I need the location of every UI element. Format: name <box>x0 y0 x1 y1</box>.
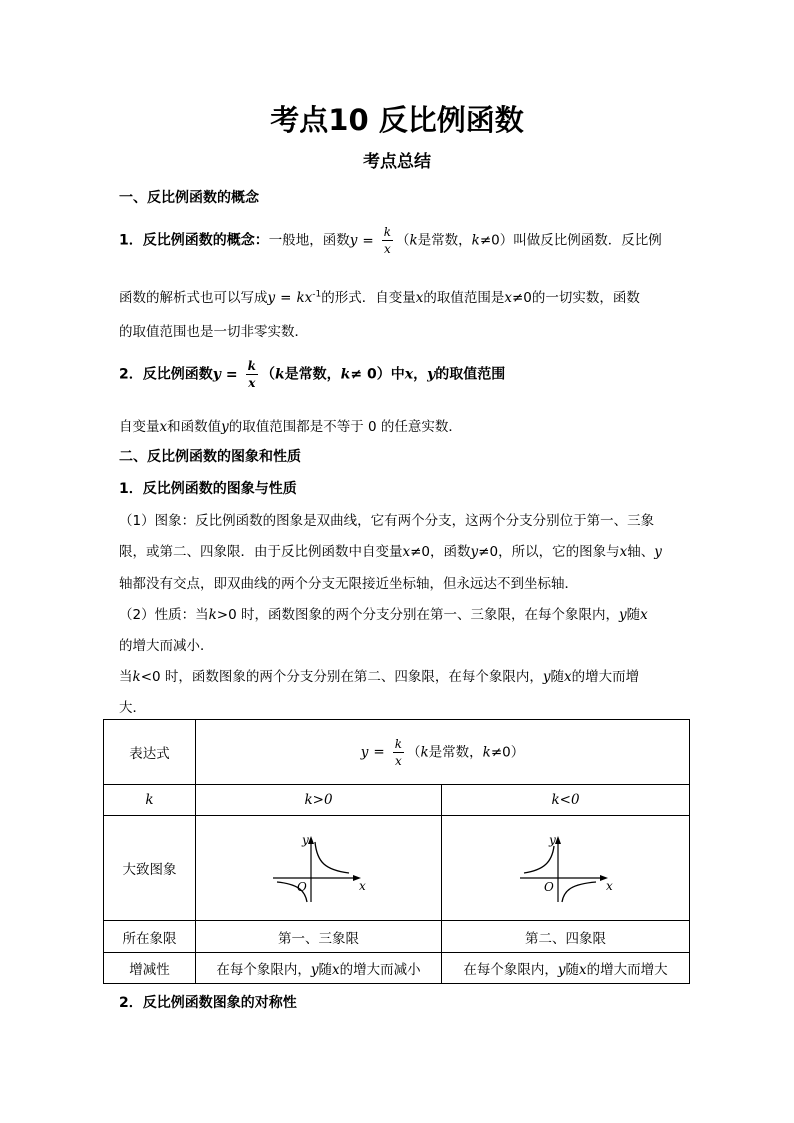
text: ≠ 0）中 <box>350 366 405 383</box>
table-cell-expression <box>196 720 690 785</box>
text: 随 <box>626 607 641 623</box>
text: 是常数， <box>428 744 483 760</box>
text: ≠0，函数 <box>410 544 471 560</box>
var: k <box>420 744 429 760</box>
x-axis-label: x <box>358 879 366 893</box>
text: 一般地，函数 <box>268 232 350 249</box>
table-cell-graph-positive <box>196 816 442 921</box>
property-para-line4: 大． <box>119 700 146 716</box>
text: 轴、 <box>627 544 655 560</box>
section-heading-graph: 二、反比例函数的图象和性质 <box>119 449 301 465</box>
table-row <box>104 953 690 984</box>
text: 自变量 <box>119 419 160 435</box>
var: k>0 <box>304 792 333 808</box>
var: y <box>267 290 276 306</box>
x-axis-label: x <box>605 879 613 893</box>
table-cell-k-negative <box>442 785 690 816</box>
text: >0 时，函数图象的两个分支分别在第一、三象限，在每个象限内， <box>216 607 619 623</box>
y-axis-label: y <box>301 833 309 847</box>
page-subtitle: 考点总结 <box>363 152 431 172</box>
text: ≠0） <box>490 744 525 760</box>
var: y <box>349 232 358 249</box>
var: k <box>482 744 491 760</box>
table-cell-label: 表达式 <box>104 720 196 785</box>
origin-label: O <box>296 880 307 894</box>
text: ≠0，所以，它的图象与 <box>478 544 620 560</box>
var: y <box>542 669 551 685</box>
text: ≠0）叫做反比例函数．反比例 <box>479 232 662 249</box>
var: x <box>564 669 572 685</box>
text: 是常数， <box>417 232 472 249</box>
var: k <box>208 607 217 623</box>
fraction-k-over-x <box>393 738 404 767</box>
eq: = <box>362 232 374 249</box>
var: kx <box>296 290 313 306</box>
var: y <box>654 544 662 560</box>
var: y <box>470 544 479 560</box>
var: k <box>409 232 418 249</box>
table-cell-quadrant-positive: 第一、三象限 <box>196 921 442 953</box>
y-axis-arrow <box>555 836 561 844</box>
fraction-k-over-x <box>382 226 393 255</box>
property-para-line2: 的增大而减小． <box>119 638 214 654</box>
range-heading <box>119 360 505 389</box>
text: 在每个象限内， <box>216 962 311 978</box>
text: 的增大而减小 <box>339 962 421 978</box>
numerator: k <box>394 736 402 751</box>
branch-fourth-quadrant <box>562 882 596 902</box>
table-cell-label: 大致图象 <box>104 816 196 921</box>
text: ≠0的一切实数，函数 <box>511 290 640 306</box>
text: ， <box>413 366 428 383</box>
table-cell-label: 所在象限 <box>104 921 196 953</box>
symmetry-heading: 2．反比例函数图象的对称性 <box>119 995 297 1011</box>
var: x <box>404 366 414 383</box>
var: y <box>360 744 369 760</box>
fraction-k-over-x <box>246 360 258 389</box>
table-row <box>104 720 690 785</box>
text: 和函数值 <box>167 419 222 435</box>
text: 函数的解析式也可以写成 <box>119 290 268 306</box>
text: 2．反比例函数 <box>119 366 213 383</box>
denominator: x <box>246 374 258 389</box>
var: k <box>274 366 285 383</box>
text: 在每个象限内， <box>463 962 558 978</box>
var: y <box>310 962 319 978</box>
text: 限，或第二、四象限．由于反比例函数中自变量 <box>119 544 403 560</box>
property-para-line1 <box>119 603 648 623</box>
table-row <box>104 816 690 921</box>
var: y <box>557 962 566 978</box>
concept-paragraph-line1 <box>119 226 662 255</box>
table-cell-graph-negative <box>442 816 690 921</box>
graph-para-line2 <box>119 540 662 560</box>
var: k <box>145 792 154 808</box>
branch-second-quadrant <box>524 846 554 873</box>
text: 的增大而增 <box>571 669 640 685</box>
var: x <box>159 419 168 435</box>
text: （ <box>260 366 275 383</box>
subheading-graph-properties: 1．反比例函数的图象与性质 <box>119 481 297 497</box>
text: （2）性质：当 <box>119 607 209 623</box>
table-cell-quadrant-negative: 第二、四象限 <box>442 921 690 953</box>
var: y <box>618 607 627 623</box>
exponent: -1 <box>312 289 322 300</box>
var: k <box>340 366 351 383</box>
var: x <box>332 962 340 978</box>
page-title: 考点10 反比例函数 <box>270 103 524 137</box>
var: x <box>640 607 648 623</box>
table-cell-monotonic-positive <box>196 953 442 984</box>
y-axis-label: y <box>548 833 556 847</box>
graph-para-line3: 轴都没有交点，即双曲线的两个分支无限接近坐标轴，但永远达不到坐标轴． <box>119 576 578 592</box>
table-cell-label: 增减性 <box>104 953 196 984</box>
var: y <box>427 366 436 383</box>
graph-para-line1: （1）图象：反比例函数的图象是双曲线，它有两个分支，这两个分支分别位于第一、三象 <box>119 513 655 529</box>
numerator: k <box>383 225 391 239</box>
var: x <box>415 290 424 306</box>
denominator: x <box>382 240 393 255</box>
table-cell-label <box>104 785 196 816</box>
summary-table <box>103 719 690 984</box>
text: 的形式．自变量 <box>321 290 416 306</box>
var: y <box>221 419 229 435</box>
eq: = <box>280 290 292 306</box>
var: x <box>504 290 512 306</box>
text: 是常数， <box>284 366 341 383</box>
text: <0 时，函数图象的两个分支分别在第二、四象限，在每个象限内， <box>140 669 543 685</box>
var: y <box>212 366 221 383</box>
denominator: x <box>393 752 404 767</box>
text: 当 <box>119 669 133 685</box>
table-cell-monotonic-negative <box>442 953 690 984</box>
var: x <box>619 544 628 560</box>
table-row <box>104 785 690 816</box>
range-body <box>119 415 462 435</box>
concept-paragraph-line3: 的取值范围也是一切非零实数． <box>119 324 308 340</box>
var: k <box>132 669 141 685</box>
text: 随 <box>550 669 565 685</box>
var: k <box>471 232 480 249</box>
var: x <box>579 962 587 978</box>
var: k<0 <box>551 792 580 808</box>
text: 的取值范围是 <box>423 290 505 306</box>
concept-label: 1．反比例函数的概念： <box>119 232 269 249</box>
text: （ <box>406 744 421 760</box>
table-cell-k-positive <box>196 785 442 816</box>
section-heading-concept: 一、反比例函数的概念 <box>119 190 259 206</box>
text: 的取值范围都是不等于 0 的任意实数． <box>228 419 462 435</box>
branch-first-quadrant <box>315 842 349 873</box>
table-row <box>104 921 690 953</box>
eq: = <box>373 744 385 760</box>
numerator: k <box>247 359 256 373</box>
text: 随 <box>565 962 579 978</box>
property-para-line3 <box>119 665 639 685</box>
hyperbola-graph-k-negative <box>516 832 616 904</box>
text: 的取值范围 <box>435 366 506 383</box>
origin-label: O <box>543 880 554 894</box>
text: （ <box>395 232 410 249</box>
hyperbola-graph-k-positive <box>269 832 369 904</box>
text: 随 <box>318 962 332 978</box>
eq: = <box>225 366 238 383</box>
text: 的增大而增大 <box>586 962 668 978</box>
concept-paragraph-line2 <box>119 286 640 306</box>
y-axis-arrow <box>308 836 314 844</box>
var: x <box>402 544 411 560</box>
